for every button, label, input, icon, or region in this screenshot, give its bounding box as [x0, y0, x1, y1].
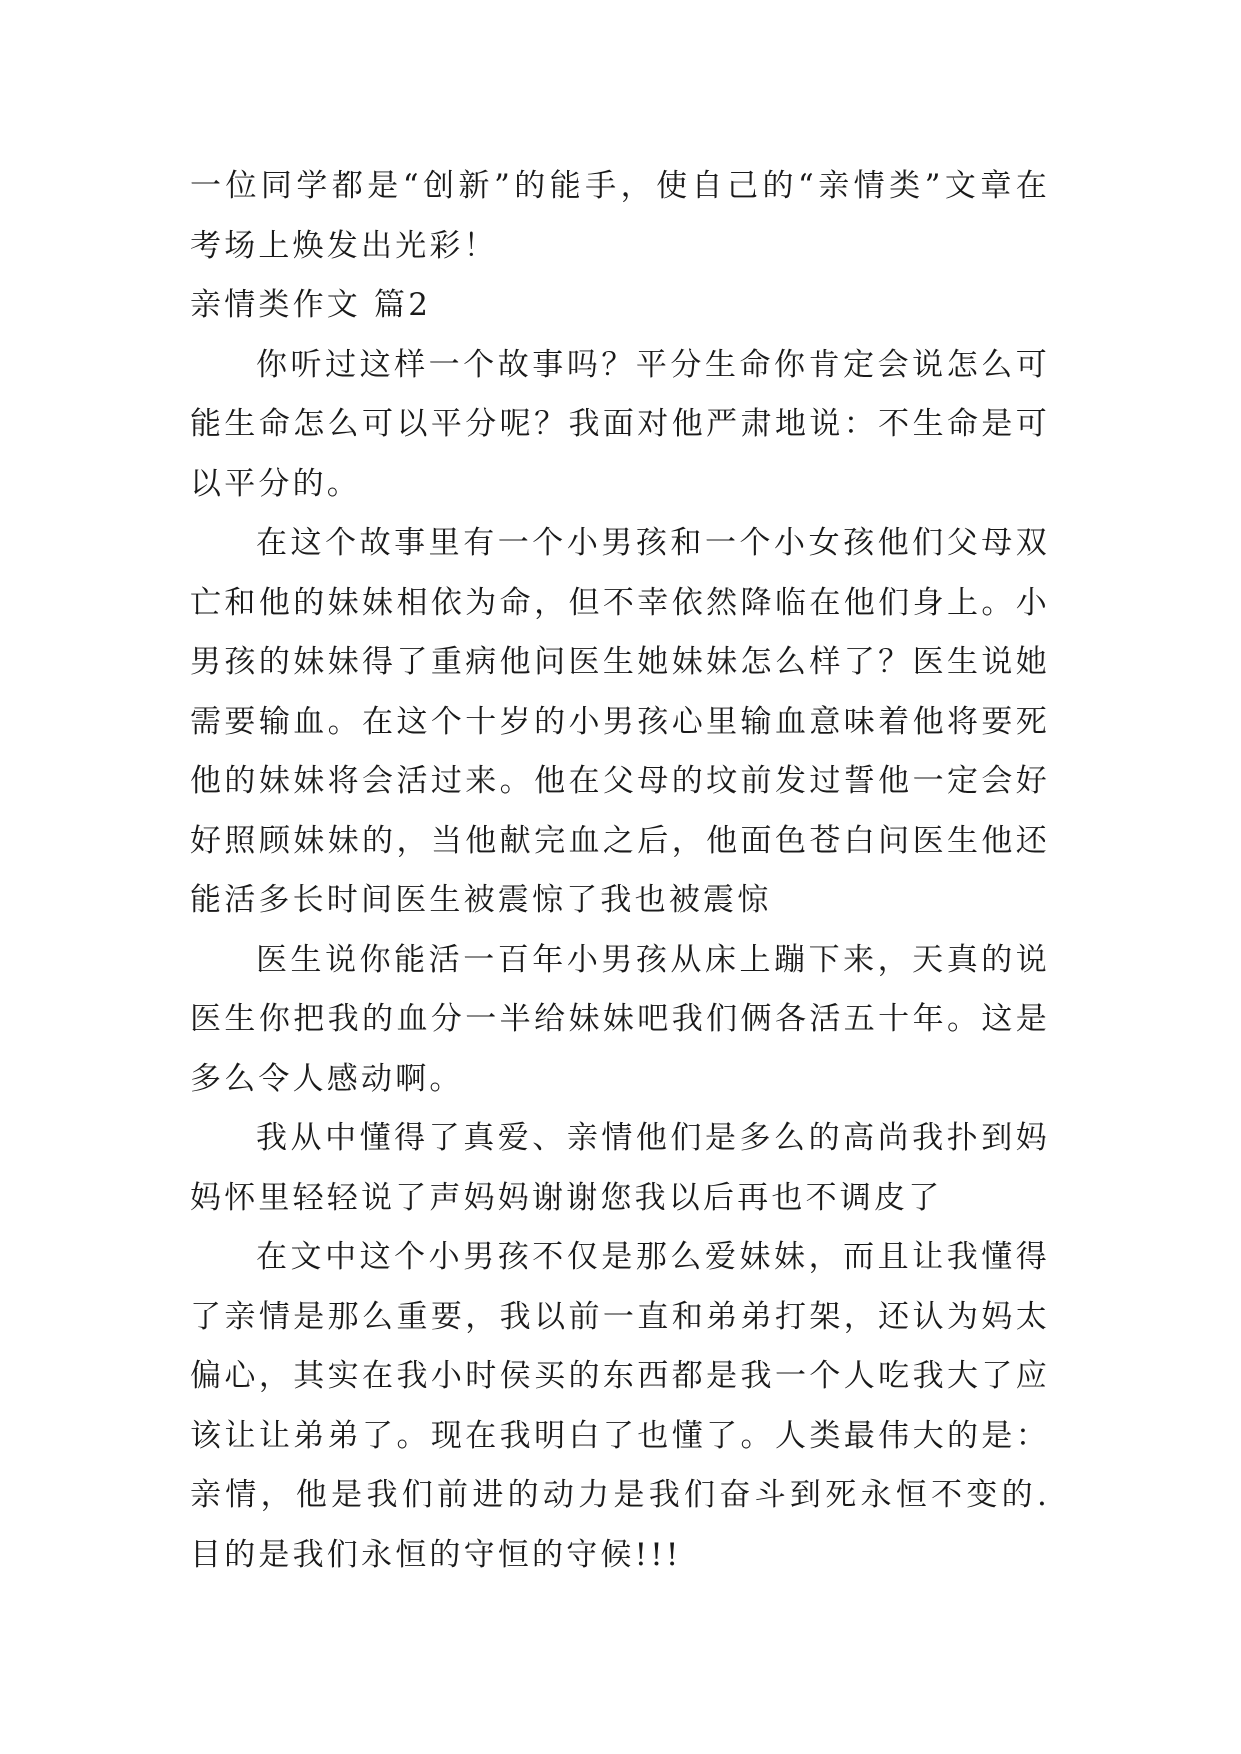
paragraph: 你听过这样一个故事吗？平分生命你肯定会说怎么可能生命怎么可以平分呢？我面对他严肃地说：不生命是可以平分的。 — [190, 346, 1050, 502]
paragraph: 在文中这个小男孩不仅是那么爱妹妹，而且让我懂得了亲情是那么重要，我以前一直和弟弟打架，还认为妈太偏心，其实在我小时侯买的东西都是我一个人吃我大了应该让让弟弟了。现在我明白了也懂了。人类最伟大的是：亲情，他是我们前进的动力是我们奋斗到死永恒不变的.目的是我们永恒的守恒的守候!!! — [190, 1239, 1050, 1573]
paragraph: 医生说你能活一百年小男孩从床上蹦下来，天真的说医生你把我的血分一半给妹妹吧我们俩各活五十年。这是多么令人感动啊。 — [190, 941, 1050, 1097]
section-heading: 亲情类作文 篇2 — [190, 287, 432, 323]
paragraph: 我从中懂得了真爱、亲情他们是多么的高尚我扑到妈妈怀里轻轻说了声妈妈谢谢您我以后再也不调皮了 — [190, 1120, 1050, 1216]
paragraph-continuation: 一位同学都是“创新”的能手，使自己的“亲情类”文章在考场上焕发出光彩！ — [190, 168, 1050, 264]
article-body — [190, 157, 1050, 1585]
paragraph: 在这个故事里有一个小男孩和一个小女孩他们父母双亡和他的妹妹相依为命，但不幸依然降临在他们身上。小男孩的妹妹得了重病他问医生她妹妹怎么样了？医生说她需要输血。在这个十岁的小男孩心里输血意味着他将要死他的妹妹将会活过来。他在父母的坟前发过誓他一定会好好照顾妹妹的，当他献完血之后，他面色苍白问医生他还能活多长时间医生被震惊了我也被震惊 — [190, 525, 1050, 918]
